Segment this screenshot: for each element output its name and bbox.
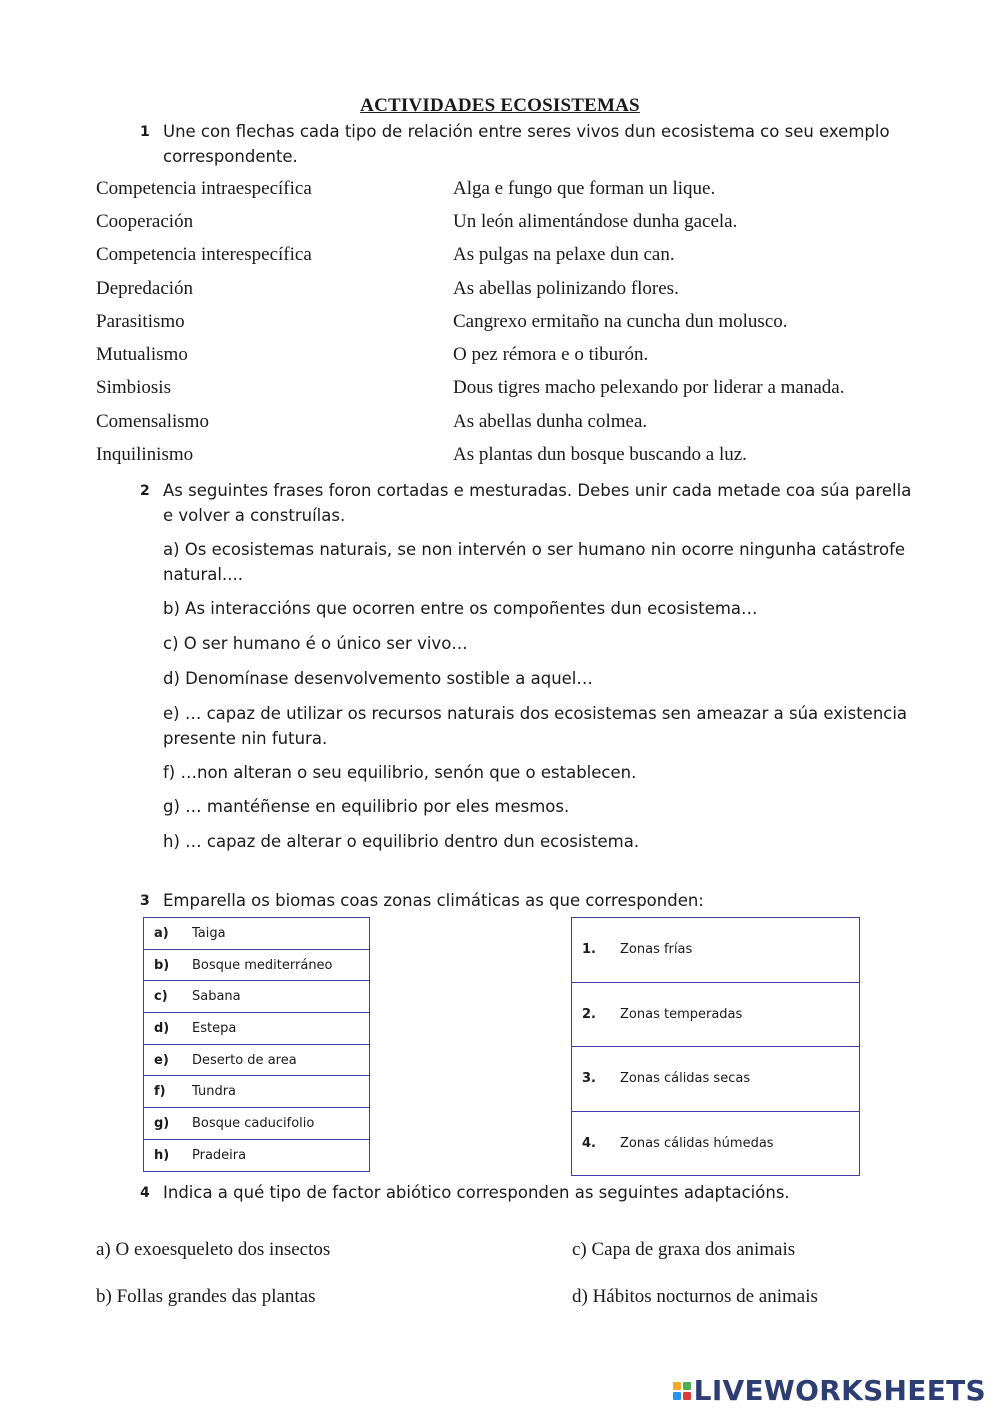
question-1-text: Une con flechas cada tipo de relación entre seres vivos dun ecosistema co seu exemplo correspondente. <box>163 122 890 166</box>
page-title: ACTIVIDADES ECOSISTEMAS <box>360 95 640 116</box>
relation-example: Alga e fungo que forman un lique. <box>453 178 716 199</box>
biome-letter: f) <box>144 1076 193 1108</box>
zone-name: Zonas frías <box>620 918 860 983</box>
logo-square <box>683 1382 691 1390</box>
biome-name: Deserto de area <box>192 1044 370 1076</box>
relation-example: As abellas dunha colmea. <box>453 411 648 432</box>
relation-type: Competencia interespecífica <box>96 244 312 265</box>
biome-letter: d) <box>144 1013 193 1045</box>
table-row <box>572 1111 860 1176</box>
relation-example: Cangrexo ermitaño na cuncha dun molusco. <box>453 311 788 332</box>
sentence-fragment: c) O ser humano é o único ser vivo… <box>163 634 468 653</box>
zone-number: 2. <box>572 982 621 1047</box>
adaptation-item: b) Follas grandes das plantas <box>96 1286 316 1307</box>
relation-example: Un león alimentándose dunha gacela. <box>453 211 738 232</box>
relation-type: Mutualismo <box>96 344 188 365</box>
sentence-fragment: b) As interaccións que ocorren entre os compoñentes dun ecosistema… <box>163 599 758 618</box>
sentence-fragment: e) … capaz de utilizar os recursos naturais dos ecosistemas sen ameazar a súa existencia presente nin futura. <box>163 704 908 748</box>
relation-type: Parasitismo <box>96 311 185 332</box>
table-row <box>144 949 370 981</box>
zone-number: 4. <box>572 1111 621 1176</box>
adaptation-item: c) Capa de graxa dos animais <box>572 1239 796 1260</box>
sentence-fragment: d) Denomínase desenvolvemento sostible a aquel… <box>163 669 593 688</box>
table-row <box>144 981 370 1013</box>
table-row <box>144 1108 370 1140</box>
relation-example: As plantas dun bosque buscando a luz. <box>453 444 747 465</box>
logo-text: LIVEWORKSHEETS <box>693 1374 986 1407</box>
zone-number: 1. <box>572 918 621 983</box>
relation-example: Dous tigres macho pelexando por liderar a manada. <box>453 377 845 398</box>
relation-type: Cooperación <box>96 211 194 232</box>
question-4-text: Indica a qué tipo de factor abiótico corresponden as seguintes adaptacións. <box>163 1183 790 1202</box>
biome-letter: c) <box>144 981 193 1013</box>
table-row <box>572 1047 860 1112</box>
climate-zones-table <box>571 917 860 1176</box>
question-2-text: As seguintes frases foron cortadas e mesturadas. Debes unir cada metade coa súa parella e volver a construílas. <box>163 481 912 525</box>
biome-letter: h) <box>144 1139 193 1171</box>
question-3-number: 3 <box>140 893 150 909</box>
relation-example: As pulgas na pelaxe dun can. <box>453 244 675 265</box>
biome-letter: b) <box>144 949 193 981</box>
relation-type: Depredación <box>96 278 194 299</box>
table-row <box>144 1076 370 1108</box>
relation-type: Competencia intraespecífica <box>96 178 312 199</box>
liveworksheets-logo[interactable] <box>673 1374 986 1407</box>
table-row <box>144 1139 370 1171</box>
sentence-fragment: f) …non alteran o seu equilibrio, senón que o establecen. <box>163 763 637 782</box>
table-row <box>572 982 860 1047</box>
table-row <box>144 1013 370 1045</box>
biome-letter: e) <box>144 1044 193 1076</box>
biome-name: Taiga <box>192 918 370 950</box>
biome-letter: a) <box>144 918 193 950</box>
sentence-fragment: a) Os ecosistemas naturais, se non intervén o ser humano nin ocorre ningunha catástrofe natural.... <box>163 540 906 584</box>
zone-name: Zonas cálidas húmedas <box>620 1111 860 1176</box>
relation-type: Comensalismo <box>96 411 209 432</box>
biome-name: Estepa <box>192 1013 370 1045</box>
biome-name: Bosque caducifolio <box>192 1108 370 1140</box>
sentence-fragment: g) … mantéñense en equilibrio por eles mesmos. <box>163 797 570 816</box>
relation-type: Inquilinismo <box>96 444 194 465</box>
biome-name: Bosque mediterráneo <box>192 949 370 981</box>
logo-squares-icon <box>673 1382 691 1400</box>
relation-example: O pez rémora e o tiburón. <box>453 344 649 365</box>
logo-square <box>673 1392 681 1400</box>
biome-name: Tundra <box>192 1076 370 1108</box>
biome-letter: g) <box>144 1108 193 1140</box>
relation-type: Simbiosis <box>96 377 171 398</box>
table-row <box>572 918 860 983</box>
adaptation-item: a) O exoesqueleto dos insectos <box>96 1239 331 1260</box>
question-1-number: 1 <box>140 124 150 140</box>
adaptation-item: d) Hábitos nocturnos de animais <box>572 1286 818 1307</box>
biome-name: Pradeira <box>192 1139 370 1171</box>
zone-name: Zonas cálidas secas <box>620 1047 860 1112</box>
logo-square <box>683 1392 691 1400</box>
biomes-table <box>143 917 370 1172</box>
biome-name: Sabana <box>192 981 370 1013</box>
relation-example: As abellas polinizando flores. <box>453 278 679 299</box>
table-row <box>144 1044 370 1076</box>
zone-number: 3. <box>572 1047 621 1112</box>
question-3-text: Emparella os biomas coas zonas climáticas as que corresponden: <box>163 891 704 910</box>
logo-square <box>673 1382 681 1390</box>
sentence-fragment: h) … capaz de alterar o equilibrio dentro dun ecosistema. <box>163 832 640 851</box>
question-4-number: 4 <box>140 1185 150 1201</box>
zone-name: Zonas temperadas <box>620 982 860 1047</box>
table-row <box>144 918 370 950</box>
question-2-number: 2 <box>140 483 150 499</box>
